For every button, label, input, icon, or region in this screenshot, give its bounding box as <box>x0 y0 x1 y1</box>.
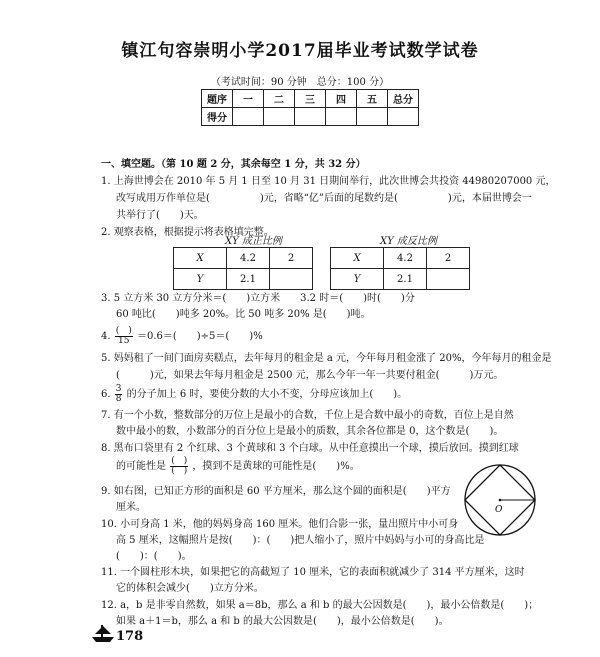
table-direct-proportion <box>173 247 313 290</box>
question-4-fraction <box>115 327 133 346</box>
table-cell: X <box>174 248 227 269</box>
score-cell <box>388 108 419 126</box>
score-header-cell: 一 <box>233 90 264 108</box>
fraction-numerator: ( ) <box>115 326 132 336</box>
table-cell: Y <box>331 269 384 290</box>
question-5-line-2: ( )元，如果去年每月租金是 2500 元，那么今年一年一共要付租金( )万元。 <box>116 370 504 381</box>
question-1-line-2: 改写成用万作单位是( )元，省略“亿”后面的尾数约是( )元，本届世博会一 <box>116 193 532 204</box>
table-row <box>174 269 313 290</box>
question-10-line-3: ( )：( )。 <box>116 551 192 562</box>
question-12-line-2: 如果 a＋1＝b，那么 a 和 b 的最大公因数是( )，最小公倍数是( )。 <box>116 616 449 627</box>
question-9-line-1: 9. 如右图，已知正方形的面积是 60 平方厘米，那么这个圆的面积是( )平方 <box>101 486 451 497</box>
table-cell: 2 <box>427 248 470 269</box>
score-table <box>201 89 419 126</box>
question-4-text: ＝0.6＝( )÷5＝( )% <box>136 331 263 342</box>
table-cell: X <box>331 248 384 269</box>
table-row <box>331 269 470 290</box>
question-9-line-2: 厘米。 <box>116 502 146 513</box>
question-6-text: 的分子加上 6 时，要使分数的大小不变，分母应该加上( )。 <box>126 389 408 400</box>
question-8-line-1: 8. 黑布口袋里有 2 个红球、3 个黄球和 3 个白球。从中任意摸出一个球，摸后放回。摸到红球 <box>101 443 519 454</box>
fraction-numerator: 3 <box>115 384 122 394</box>
page-title: 镇江句容崇明小学2017届毕业考试数学试卷 <box>121 41 479 61</box>
exam-meta: （考试时间：90 分钟 总分：100 分） <box>210 77 390 88</box>
table-caption-direct-proportion: XY 成正比例 <box>225 236 282 247</box>
ship-logo-icon <box>90 622 116 644</box>
score-header-cell: 题序 <box>202 90 233 108</box>
score-table-score-row <box>202 108 419 126</box>
score-cell <box>264 108 295 126</box>
question-8-text-a: 的可能性是 <box>116 461 166 472</box>
circle-square-figure <box>462 462 538 538</box>
question-4-number: 4. <box>101 331 111 342</box>
page-number: 178 <box>116 629 144 644</box>
table-cell <box>270 269 313 290</box>
question-8-line-2 <box>116 456 360 478</box>
table-caption-inverse-proportion: XY 成反比例 <box>380 236 437 247</box>
fraction-denominator: 8 <box>115 394 122 404</box>
question-7-line-2: 数中最小的数，小数部分的百分位上是最小的质数，其余各位都是 0，这个数是( )。 <box>116 426 504 437</box>
question-11-line-1: 11. 一个圆柱形木块，如果把它的高截短了 10 厘米，它的表面积就减少了 314 平方厘米，这时 <box>101 567 525 578</box>
score-cell <box>357 108 388 126</box>
section-1-header: 一、填空题。（第 10 题 2 分，其余每空 1 分，共 32 分） <box>101 159 366 170</box>
question-3-line-1: 3. 5 立方米 30 立方分米＝( )立方米 3.2 时＝( )时( )分 <box>101 293 415 304</box>
score-header-cell: 三 <box>295 90 326 108</box>
figure-center-label: O <box>495 505 503 515</box>
table-inverse-proportion <box>330 247 470 290</box>
table-cell: 2 <box>270 248 313 269</box>
table-cell: Y <box>174 269 227 290</box>
fraction-numerator: ( ) <box>171 456 188 466</box>
figure-center-point <box>499 499 502 502</box>
score-header-cell: 四 <box>326 90 357 108</box>
score-table-header-row <box>202 90 419 108</box>
question-4 <box>101 326 263 348</box>
score-cell <box>233 108 264 126</box>
table-cell: 4.2 <box>227 248 270 269</box>
question-10-line-1: 10. 小可身高 1 米，他的妈妈身高 160 厘米。他们合影一张，量出照片中小可身 <box>101 519 459 530</box>
question-5-line-1: 5. 妈妈租了一间门面房卖糕点，去年每月的租金是 a 元，今年每月租金涨了 20%，今年每月的租金是 <box>101 353 552 364</box>
score-cell <box>295 108 326 126</box>
question-6-fraction <box>115 385 123 404</box>
score-row-label: 得分 <box>202 108 233 126</box>
question-2: 2. 观察表格，根据提示将表格填完整。 <box>101 227 274 238</box>
score-header-cell: 二 <box>264 90 295 108</box>
score-cell <box>326 108 357 126</box>
question-8-text-b: ，摸到不是黄球的可能性是( )%。 <box>192 461 360 472</box>
table-row <box>174 248 313 269</box>
question-1-line-3: 共举行了( )天。 <box>116 210 204 221</box>
score-header-cell: 五 <box>357 90 388 108</box>
question-7-line-1: 7. 有一个小数，整数部分的万位上是最小的合数，千位上是合数中最小的奇数，百位上是自然 <box>101 410 514 421</box>
table-cell: 2.1 <box>227 269 270 290</box>
table-cell <box>427 269 470 290</box>
fraction-denominator: ( ) <box>171 466 188 476</box>
question-11-line-2: 它的体积会减少( )立方分米。 <box>116 583 264 594</box>
score-header-cell: 总分 <box>388 90 419 108</box>
table-cell: 4.2 <box>384 248 427 269</box>
question-12-line-1: 12. a，b 是非零自然数，如果 a＝8b，那么 a 和 b 的最大公因数是( )，最小公倍数是( )； <box>101 600 539 611</box>
question-1-line-1: 1. 上海世博会在 2010 年 5 月 1 日至 10 月 31 日期间举行，此次世博会共投资 44980207000 元， <box>101 176 556 187</box>
question-10-line-2: 高 5 厘米，这幅照片是按( )：( )把人缩小了，照片中妈妈与小可的身高比是 <box>116 535 485 546</box>
table-row <box>331 248 470 269</box>
table-cell: 2.1 <box>384 269 427 290</box>
fraction-denominator: 15 <box>118 336 130 346</box>
question-6 <box>101 384 407 406</box>
question-3-line-2: 60 吨比( )吨多 20%。比 50 吨多 20% 是( )吨。 <box>116 309 371 320</box>
question-6-number: 6. <box>101 389 111 400</box>
question-8-fraction <box>170 457 188 476</box>
